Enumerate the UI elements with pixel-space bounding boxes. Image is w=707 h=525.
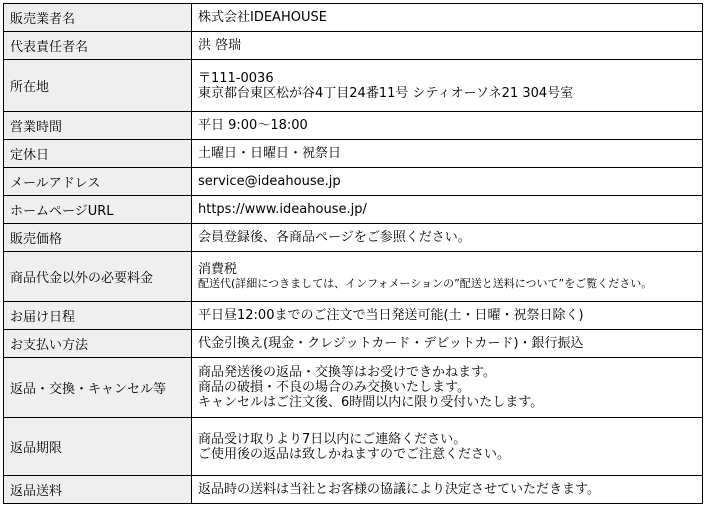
returns-line-3: キャンセルはご注文後、6時間以内に限り受付いたします。 [198, 395, 544, 410]
shipping-fee-line: 配送代(詳細につきましては、インフォメーションの”配送と送料について”をご覧ください。 [198, 277, 653, 290]
delivery-value [192, 302, 703, 330]
return-shipping-value [192, 476, 703, 504]
row-return-period [4, 418, 703, 476]
holidays-line: 土曜日・日曜日・祝祭日 [198, 146, 342, 161]
returns-line-1: 商品発送後の返品・交換等はお受けできかねます。 [198, 365, 496, 380]
row-representative [4, 32, 703, 60]
holidays-label: 定休日 [4, 140, 192, 168]
address-line: 東京都台東区松が谷4丁目24番11号 シティオーソネ21 304号室 [198, 85, 574, 101]
row-return-shipping [4, 476, 703, 504]
delivery-line: 平日昼12:00までのご注文で当日発送可能(土・日曜・祝祭日除く) [198, 308, 584, 323]
payment-line: 代金引換え(現金・クレジットカード・デビットカード)・銀行振込 [198, 336, 584, 351]
row-seller [4, 4, 703, 32]
email-value [192, 168, 703, 196]
representative-value-line: 洪 啓瑞 [198, 38, 242, 53]
delivery-label: お届け日程 [4, 302, 192, 330]
seller-value [192, 4, 703, 32]
homepage-label: ホームページURL [4, 196, 192, 224]
price-line: 会員登録後、各商品ページをご参照ください。 [198, 230, 471, 245]
additional-fees-value [192, 252, 703, 302]
payment-value [192, 330, 703, 358]
address-label: 所在地 [4, 60, 192, 112]
seller-label: 販売業者名 [4, 4, 192, 32]
price-value [192, 224, 703, 252]
postal-code: 〒111-0036 [198, 70, 274, 86]
row-returns [4, 358, 703, 418]
additional-fees-label: 商品代金以外の必要料金 [4, 252, 192, 302]
return-period-label: 返品期限 [4, 418, 192, 476]
returns-label: 返品・交換・キャンセル等 [4, 358, 192, 418]
row-homepage [4, 196, 703, 224]
return-period-line-2: ご使用後の返品は致しかねますのでご注意ください。 [198, 446, 511, 462]
payment-label: お支払い方法 [4, 330, 192, 358]
row-business-hours [4, 112, 703, 140]
row-address [4, 60, 703, 112]
row-email [4, 168, 703, 196]
email-link[interactable]: service@ideahouse.jp [198, 174, 341, 189]
business-hours-line: 平日 9:00〜18:00 [198, 118, 308, 133]
representative-value [192, 32, 703, 60]
consumption-tax-line: 消費税 [198, 262, 238, 277]
homepage-value [192, 196, 703, 224]
holidays-value [192, 140, 703, 168]
business-hours-label: 営業時間 [4, 112, 192, 140]
row-additional-fees [4, 252, 703, 302]
row-price [4, 224, 703, 252]
price-label: 販売価格 [4, 224, 192, 252]
return-shipping-label: 返品送料 [4, 476, 192, 504]
return-period-value [192, 418, 703, 476]
row-holidays [4, 140, 703, 168]
return-period-line-1: 商品受け取りより7日以内にご連絡ください。 [198, 431, 467, 447]
row-payment [4, 330, 703, 358]
row-delivery [4, 302, 703, 330]
email-label: メールアドレス [4, 168, 192, 196]
commerce-law-table [3, 3, 703, 504]
returns-value [192, 358, 703, 418]
business-hours-value [192, 112, 703, 140]
homepage-link[interactable]: https://www.ideahouse.jp/ [198, 202, 367, 217]
representative-label: 代表責任者名 [4, 32, 192, 60]
address-value [192, 60, 703, 112]
seller-value-line: 株式会社IDEAHOUSE [198, 10, 327, 25]
return-shipping-line: 返品時の送料は当社とお客様の協議により決定させていただきます。 [198, 482, 600, 497]
returns-line-2: 商品の破損・不良の場合のみ交換いたします。 [198, 380, 470, 395]
